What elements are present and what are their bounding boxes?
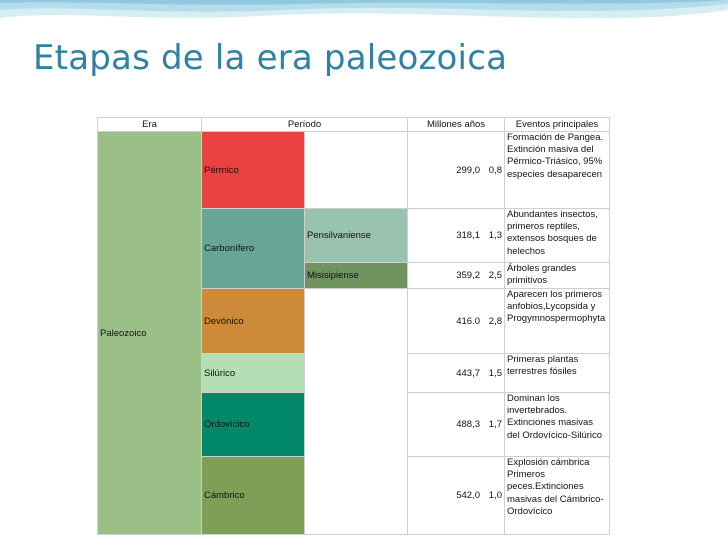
mya-value: 359,2 bbox=[456, 270, 480, 281]
mya-value: 299,0 bbox=[456, 164, 480, 176]
mya-error: 1,7 bbox=[488, 419, 502, 430]
mya-value: 542,0 bbox=[456, 490, 480, 501]
subperiod-misisipiense: Misisipiense bbox=[305, 263, 408, 289]
mya-value: 488,3 bbox=[456, 419, 480, 430]
mya-cell bbox=[408, 354, 505, 393]
period-cambrico: Cámbrico bbox=[202, 457, 305, 535]
events-cell: Formación de Pangea. Extinción masiva del Pérmico-Triásico, 95% especies desaparecen bbox=[505, 132, 610, 209]
header-million-years: Millones años bbox=[408, 118, 505, 132]
paleozoic-table bbox=[97, 117, 610, 535]
mya-error: 1,5 bbox=[488, 367, 502, 379]
header-main-events: Eventos principales bbox=[505, 118, 610, 132]
period-devonico: Devónico bbox=[202, 289, 305, 354]
header-era: Era bbox=[98, 118, 202, 132]
table-header-row bbox=[98, 118, 610, 132]
era-cell: Paleozoico bbox=[98, 132, 202, 535]
mya-cell bbox=[408, 289, 505, 354]
mya-cell bbox=[408, 209, 505, 263]
mya-cell bbox=[408, 132, 505, 209]
table-row bbox=[98, 132, 610, 209]
slide-title: Etapas de la era paleozoica bbox=[33, 38, 508, 78]
mya-error: 2,8 bbox=[488, 315, 502, 327]
period-ordovicico: Ordovícico bbox=[202, 393, 305, 457]
mya-cell bbox=[408, 393, 505, 457]
period-permico: Pérmico bbox=[202, 132, 305, 209]
events-cell: Primeras plantas terrestres fósiles bbox=[505, 354, 610, 393]
mya-cell bbox=[408, 263, 505, 289]
mya-error: 2,5 bbox=[488, 270, 502, 281]
events-cell: Árboles grandes primitivos bbox=[505, 263, 610, 289]
events-cell: Abundantes insectos, primeros reptiles, extensos bosques de helechos bbox=[505, 209, 610, 263]
events-cell: Explosión cámbrica Primeros peces.Extinciones masivas del Cámbrico-Ordovícico bbox=[505, 457, 610, 535]
subperiod-empty bbox=[305, 132, 408, 209]
events-cell: Aparecen los primeros anfobios,Lycopsida y Progymnospermophyta bbox=[505, 289, 610, 354]
mya-error: 1,3 bbox=[488, 230, 502, 241]
period-carbonifero: Carbonífero bbox=[202, 209, 305, 289]
mya-value: 443,7 bbox=[456, 367, 480, 379]
period-silurico: Silúrico bbox=[202, 354, 305, 393]
subperiod-pensilvaniense: Pensilvaniense bbox=[305, 209, 408, 263]
header-period: Período bbox=[202, 118, 408, 132]
events-cell: Dominan los invertebrados. Extinciones masivas del Ordovícico-Silúrico bbox=[505, 393, 610, 457]
subperiod-empty bbox=[305, 289, 408, 535]
mya-error: 0,8 bbox=[488, 164, 502, 176]
header-wave-decoration bbox=[0, 0, 728, 40]
mya-value: 416.0 bbox=[456, 315, 480, 327]
mya-error: 1,0 bbox=[488, 490, 502, 501]
mya-cell bbox=[408, 457, 505, 535]
mya-value: 318,1 bbox=[456, 230, 480, 241]
